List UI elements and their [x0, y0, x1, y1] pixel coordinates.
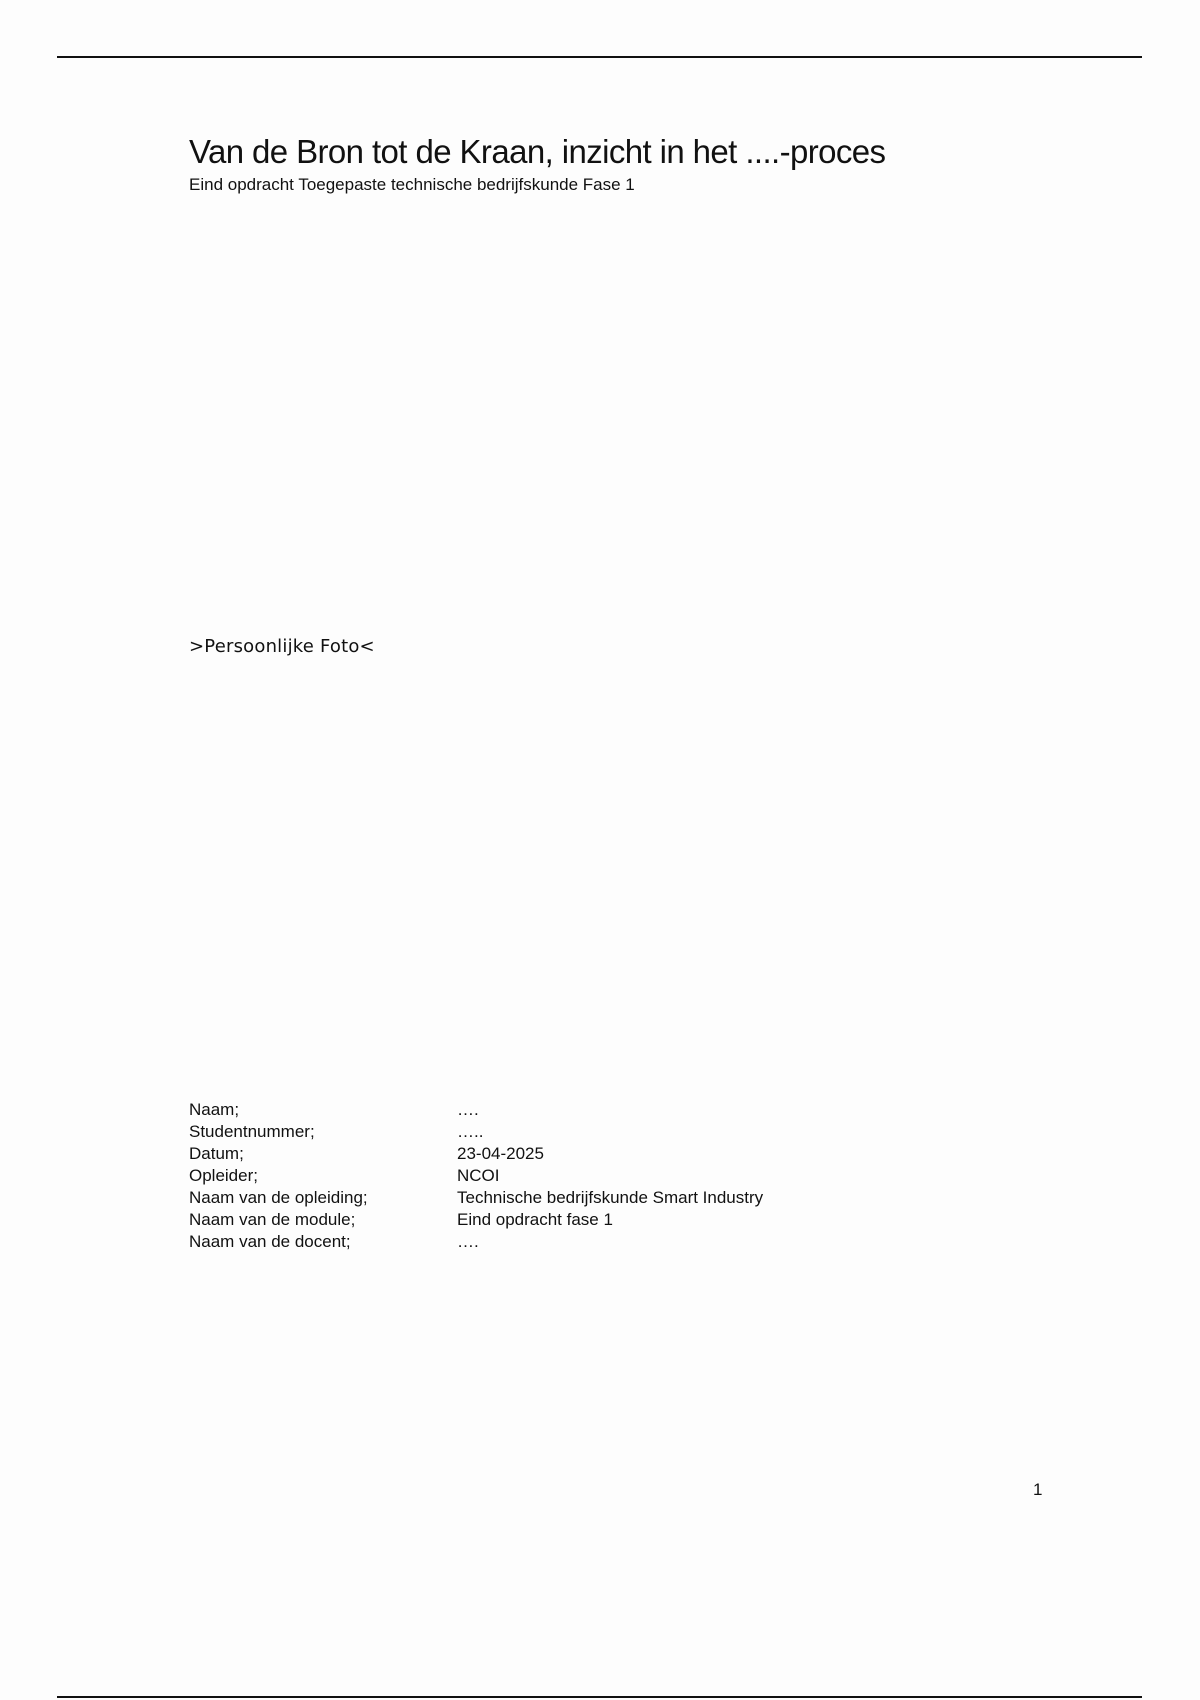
- info-row-module: [189, 1209, 909, 1231]
- personal-photo-placeholder: >Persoonlijke Foto<: [189, 636, 375, 657]
- info-label: Naam van de module;: [189, 1210, 356, 1229]
- info-row-docent: [189, 1231, 909, 1253]
- info-row-opleider: [189, 1165, 909, 1187]
- info-row-datum: [189, 1143, 909, 1165]
- header-rule: [57, 56, 1142, 58]
- info-value: Technische bedrijfskunde Smart Industry: [457, 1188, 764, 1207]
- info-value: Eind opdracht fase 1: [457, 1210, 613, 1229]
- info-row-naam: [189, 1099, 909, 1121]
- info-value: 23-04-2025: [457, 1144, 544, 1163]
- info-label: Naam van de docent;: [189, 1232, 351, 1251]
- info-label: Studentnummer;: [189, 1122, 315, 1141]
- page-number: 1: [1033, 1480, 1043, 1499]
- info-value: ….: [457, 1232, 479, 1251]
- student-info-table: [189, 1099, 909, 1253]
- info-row-studentnummer: [189, 1121, 909, 1143]
- info-label: Opleider;: [189, 1166, 258, 1185]
- document-title: Van de Bron tot de Kraan, inzicht in het ....-proces: [189, 133, 886, 170]
- info-value: NCOI: [457, 1166, 500, 1185]
- footer-rule: [57, 1696, 1142, 1698]
- info-value: …..: [457, 1122, 484, 1141]
- info-label: Naam van de opleiding;: [189, 1188, 368, 1207]
- info-value: ….: [457, 1100, 479, 1119]
- info-label: Datum;: [189, 1144, 244, 1163]
- info-row-opleiding: [189, 1187, 909, 1209]
- document-subtitle: Eind opdracht Toegepaste technische bedrijfskunde Fase 1: [189, 175, 635, 194]
- info-label: Naam;: [189, 1100, 240, 1119]
